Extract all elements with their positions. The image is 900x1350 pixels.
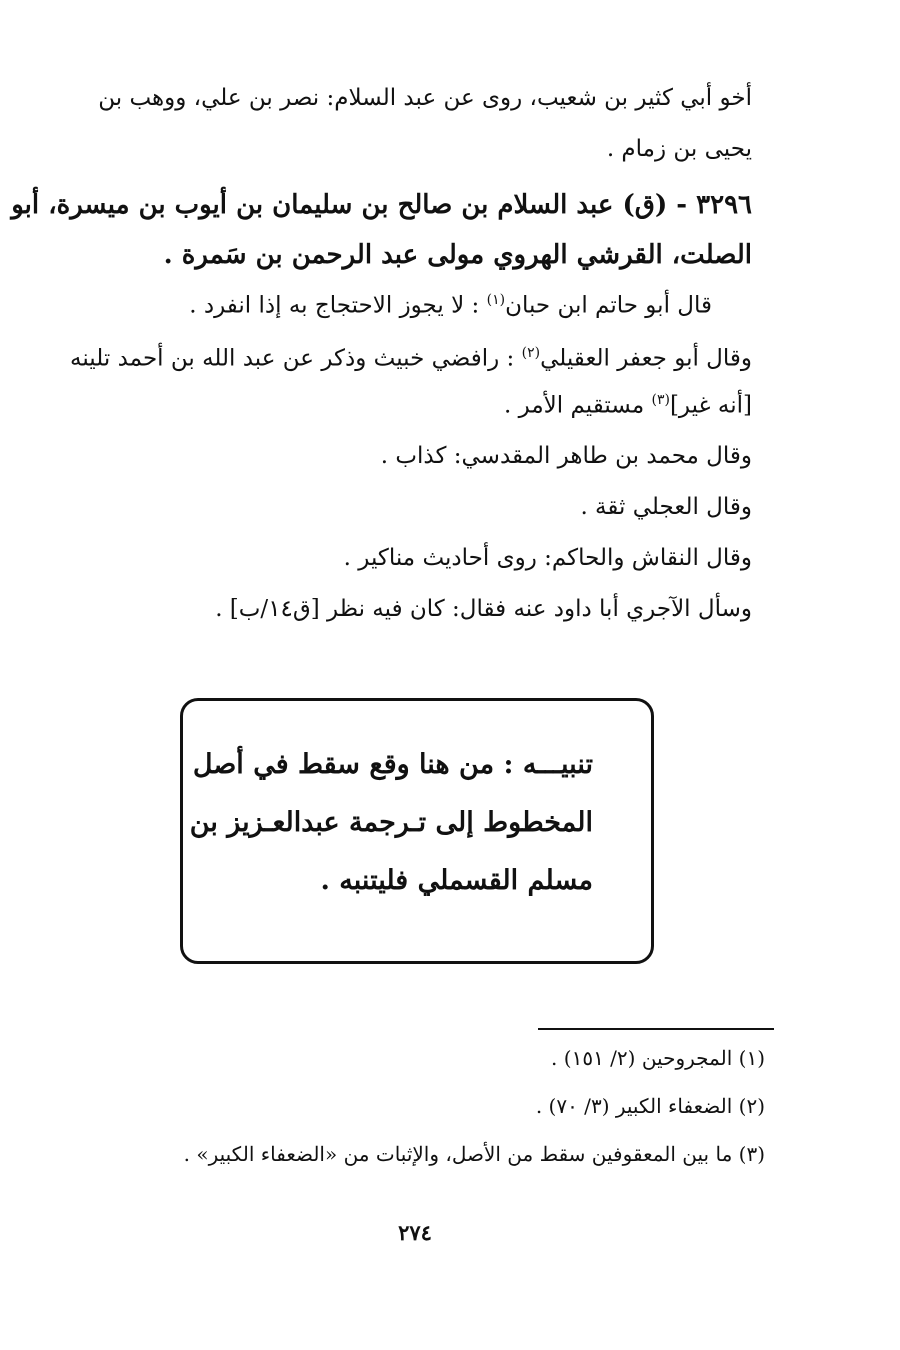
footnote-ref-2: (٢)	[521, 345, 541, 361]
footnote-2: (٢) الضعفاء الكبير (٣/ ٧٠) .	[535, 1094, 765, 1118]
footnote-ref-1: (١)	[486, 292, 506, 308]
quote-text: [أنه غير]	[669, 392, 752, 419]
notice-line-3: مسلم القسملي فليتنبه .	[320, 865, 593, 896]
footnote-separator	[538, 1028, 774, 1030]
quote-text: : لا يجوز الاحتجاج به إذا انفرد .	[189, 292, 487, 319]
quote-text: : رافضي خبيث وذكر عن عبد الله بن أحمد تلينه	[70, 345, 522, 372]
quote-maqdisi: وقال محمد بن طاهر المقدسي: كذاب .	[380, 443, 752, 469]
quote-text: وقال أبو جعفر العقيلي	[540, 345, 752, 372]
notice-line-1: تنبيـــه : من هنا وقع سقط في أصل	[192, 749, 593, 780]
notice-line-2: المخطوط إلى تـرجمة عبدالعـزيز بن	[189, 807, 593, 838]
quote-uqayli	[70, 345, 752, 373]
entry-heading-line-2: الصلت، القرشي الهروي مولى عبد الرحمن بن سَمرة .	[163, 240, 752, 270]
page-number: ٢٧٤	[398, 1220, 432, 1245]
quote-uqayli-cont	[504, 392, 752, 420]
quote-ajurri: وسأل الآجري أبا داود عنه فقال: كان فيه نظر [ق١٤/ب] .	[215, 596, 752, 622]
quote-ijli: وقال العجلي ثقة .	[580, 494, 752, 520]
footnote-3: (٣) ما بين المعقوفين سقط من الأصل، والإثبات من «الضعفاء الكبير» .	[183, 1142, 765, 1166]
quote-text: مستقيم الأمر .	[504, 392, 652, 419]
footnote-ref-3: (٣)	[651, 392, 670, 408]
prev-entry-line-1: أخو أبي كثير بن شعيب، روى عن عبد السلام: نصر بن علي، ووهب بن	[98, 85, 752, 111]
quote-text: قال أبو حاتم ابن حبان	[505, 292, 712, 319]
entry-heading-line-1: ٣٢٩٦ - (ق) عبد السلام بن صالح بن سليمان بن أيوب بن ميسرة، أبو	[11, 190, 752, 220]
notice-box	[180, 698, 654, 964]
prev-entry-line-2: يحيى بن زمام .	[606, 136, 752, 162]
quote-ibn-hibban	[189, 292, 712, 320]
quote-naqqash-hakim: وقال النقاش والحاكم: روى أحاديث مناكير .	[343, 545, 752, 571]
footnote-1: (١) المجروحين (٢/ ١٥١) .	[551, 1046, 765, 1070]
